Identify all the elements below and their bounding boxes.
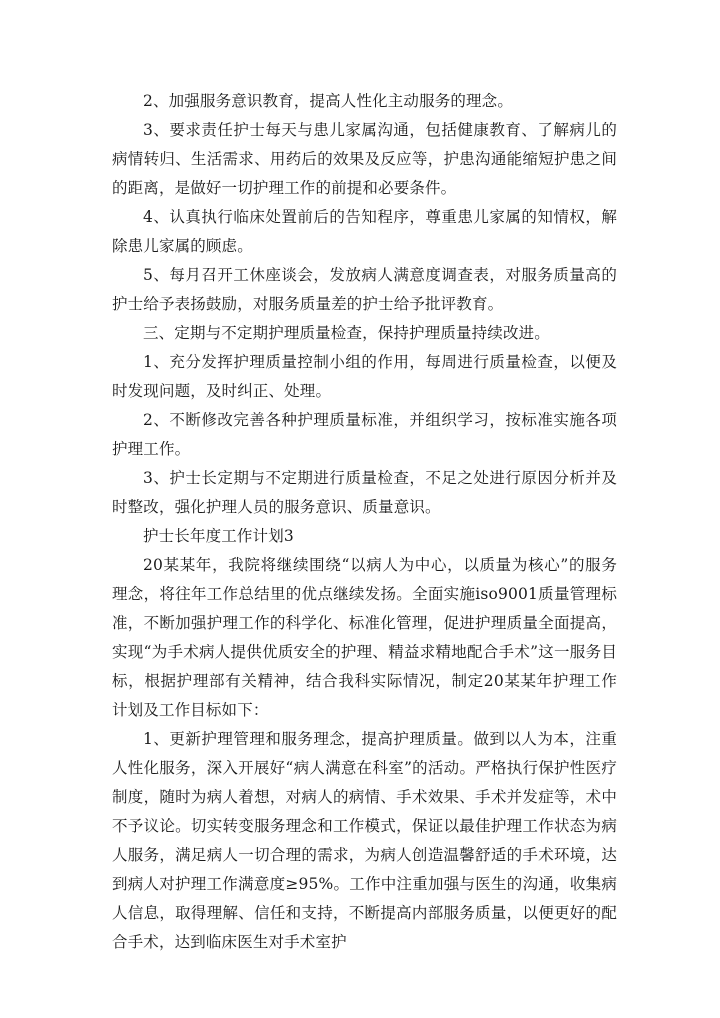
paragraph-management-concept: 1、更新护理管理和服务理念，提高护理质量。做到以人为本，注重人性化服务，深入开展好“病人满意在科室”的活动。严格执行保护性医疗制度，随时为病人着想，对病人的病情、手术效果、手术并发症等，术中不予议论。切实转变服务理念和工作模式，保证以最佳护理工作状态为病人服务，满足病人一切合理的需求，为病人创造温馨舒适的手术环境，达到病人对护理工作满意度≥95%。工作中注重加强与医生的沟通，收集病人信息，取得理解、信任和支持，不断提高内部服务质量，以便更好的配合手术，达到临床医生对手术室护 [112, 730, 617, 951]
paragraph-quality-control-group: 1、充分发挥护理质量控制小组的作用，每周进行质量检查，以便及时发现问题，及时纠正、处理。 [112, 353, 617, 400]
section-heading-quality-inspection: 三、定期与不定期护理质量检查，保持护理质量持续改进。 [143, 324, 550, 342]
paragraph-notification-procedure: 4、认真执行临床处置前后的告知程序，尊重患儿家属的知情权，解除患儿家属的顾虑。 [112, 208, 617, 255]
document-body [112, 87, 617, 957]
paragraph-plan-intro: 20某某年，我院将继续围绕“以病人为中心，以质量为核心”的服务理念，将往年工作总结里的优点继续发扬。全面实施iso9001质量管理标准，不断加强护理工作的科学化、标准化管理，促进护理质量全面提高，实现“为手术病人提供优质安全的护理、精益求精地配合手术”这一服务目标，根据护理部有关精神，结合我科实际情况，制定20某某年护理工作计划及工作目标如下： [112, 556, 617, 719]
plan-title: 护士长年度工作计划3 [143, 527, 294, 545]
paragraph-nurse-communication: 3、要求责任护士每天与患儿家属沟通，包括健康教育、了解病儿的病情转归、生活需求、用药后的效果及反应等，护患沟通能缩短护患之间的距离，是做好一切护理工作的前提和必要条件。 [112, 121, 617, 197]
paragraph-monthly-meeting: 5、每月召开工休座谈会，发放病人满意度调查表，对服务质量高的护士给予表扬鼓励，对服务质量差的护士给予批评教育。 [112, 266, 617, 313]
paragraph-quality-standards: 2、不断修改完善各种护理质量标准，并组织学习，按标准实施各项护理工作。 [112, 411, 617, 458]
paragraph-service-awareness: 2、加强服务意识教育，提高人性化主动服务的理念。 [143, 92, 513, 110]
paragraph-head-nurse-inspection: 3、护士长定期与不定期进行质量检查，不足之处进行原因分析并及时整改，强化护理人员的服务意识、质量意识。 [112, 469, 617, 516]
